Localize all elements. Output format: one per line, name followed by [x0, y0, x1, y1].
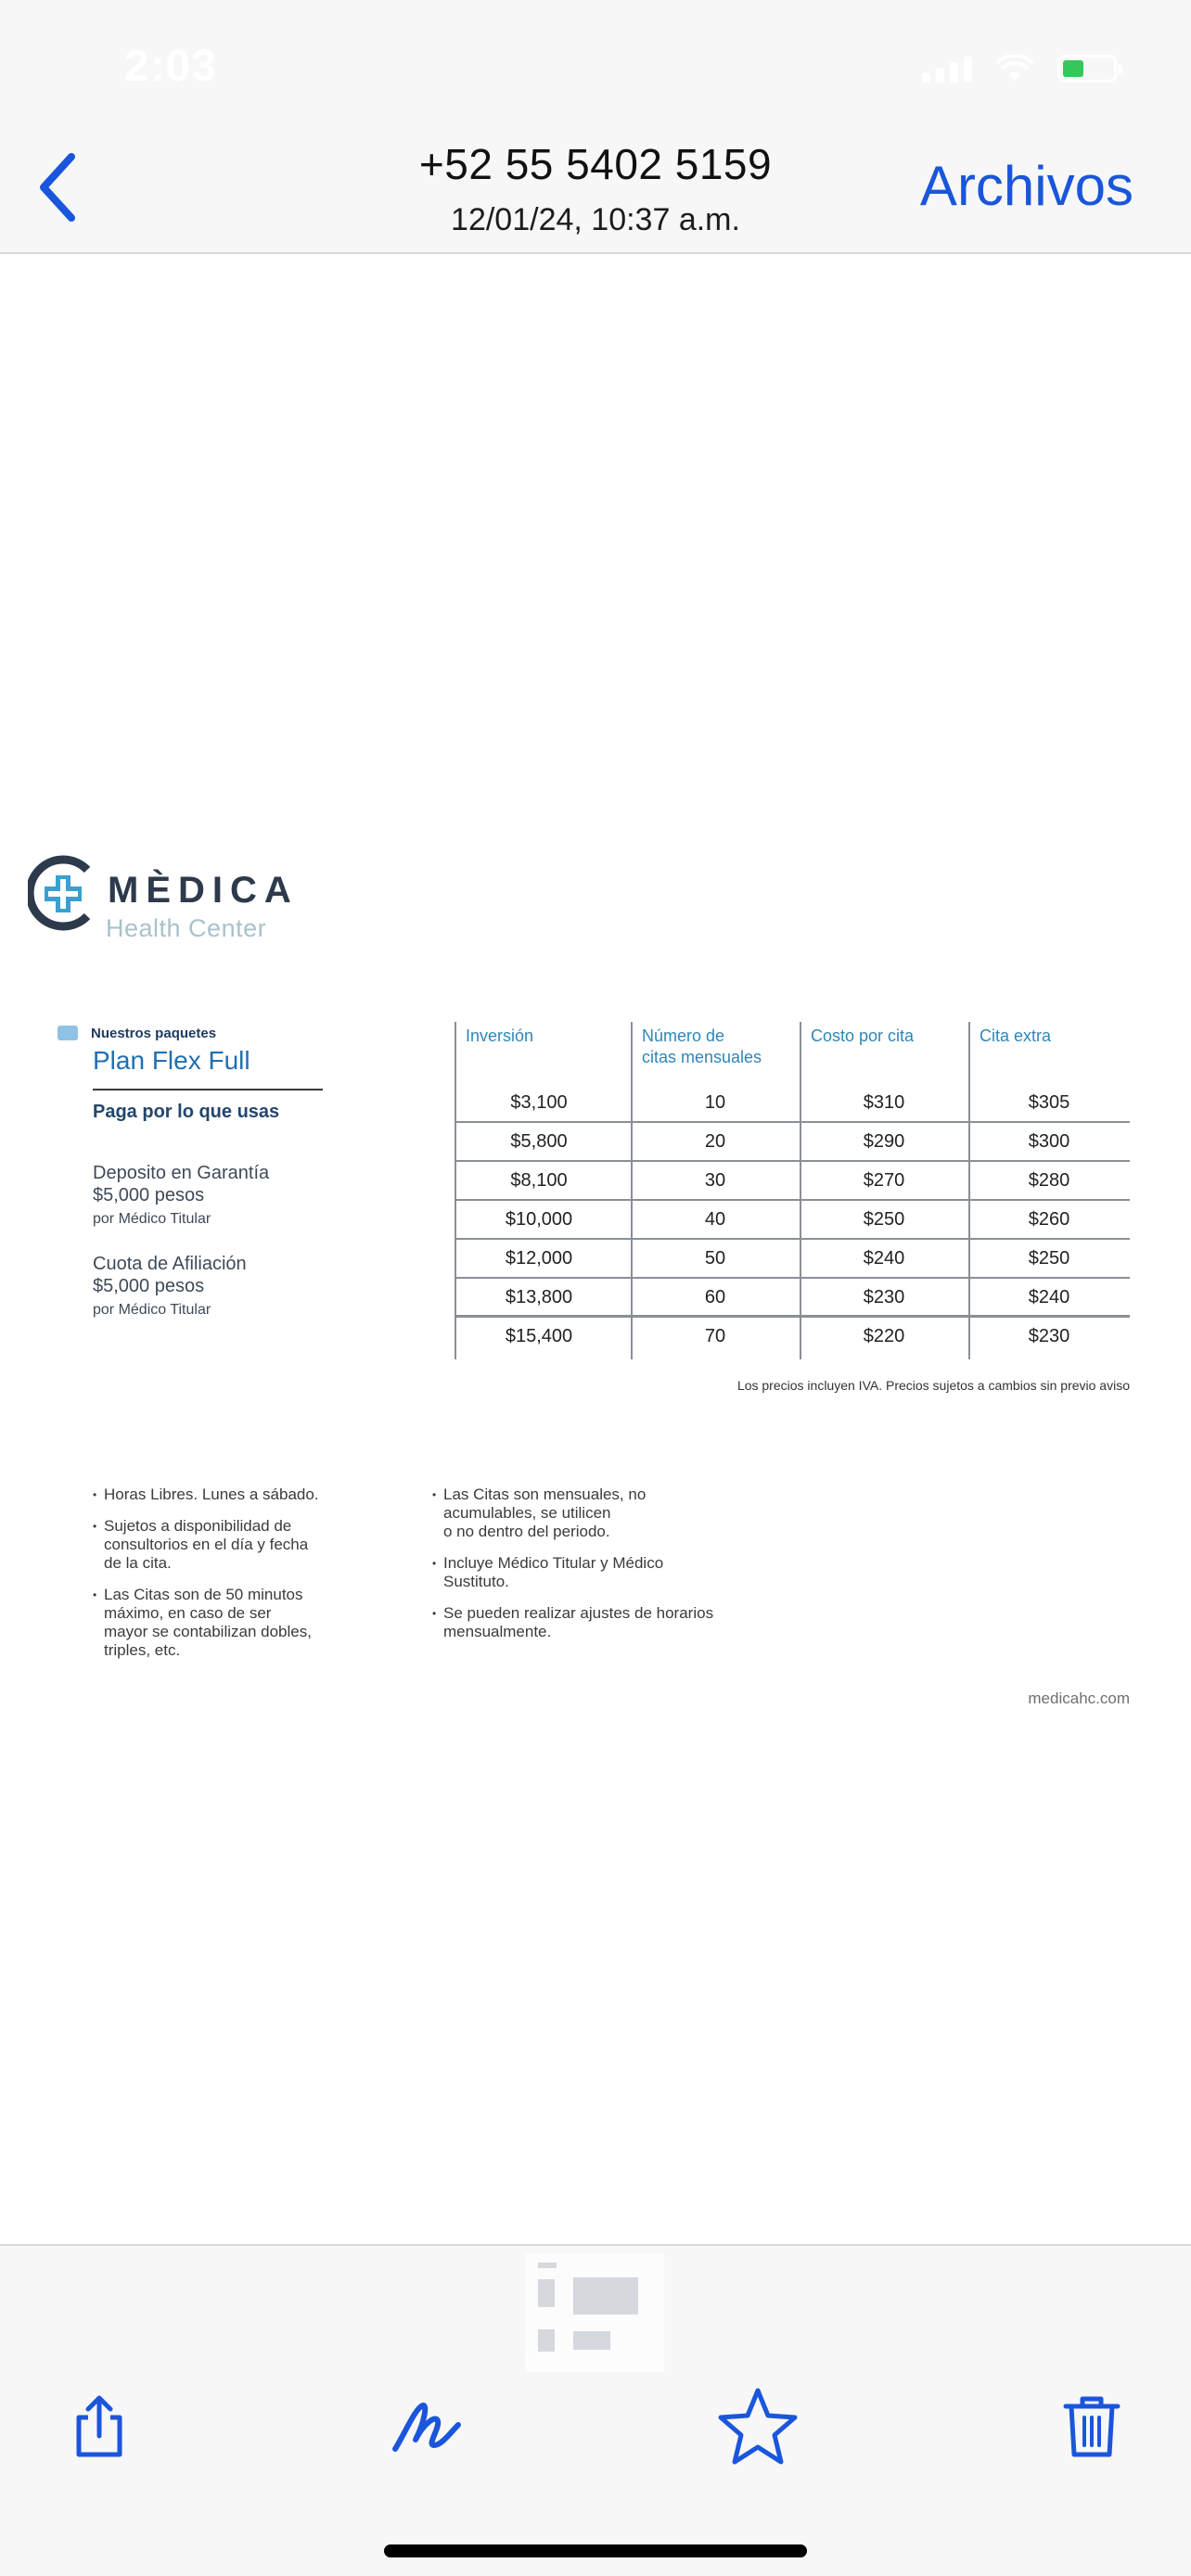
- table-cell: 20: [704, 1131, 726, 1152]
- table-row: [455, 1317, 1130, 1356]
- table-cell: $10,000: [505, 1209, 573, 1230]
- deposit-label: Deposito en Garantía: [93, 1163, 270, 1183]
- share-icon: [70, 2393, 129, 2460]
- table-cell: $230: [1028, 1326, 1070, 1346]
- plan-tagline: Paga por lo que usas: [93, 1102, 280, 1122]
- list-item: • Las Citas son mensuales, no acumulables, se utilicen o no dentro del periodo.: [432, 1486, 785, 1541]
- website-label: medicahc.com: [1028, 1690, 1130, 1707]
- table-cell: $300: [1028, 1131, 1070, 1152]
- table-cell: $15,400: [505, 1326, 573, 1346]
- logo-wordmark: MÈDICA: [108, 870, 299, 911]
- bottom-toolbar: [0, 2244, 1191, 2576]
- table-cell: $305: [1028, 1092, 1070, 1113]
- table-cell: $12,000: [505, 1248, 573, 1269]
- table-cell: $13,800: [505, 1287, 573, 1307]
- trash-icon: [1062, 2393, 1121, 2460]
- table-cell: 70: [704, 1326, 726, 1346]
- table-cell: $240: [1028, 1287, 1070, 1307]
- deposit-note: por Médico Titular: [93, 1211, 211, 1227]
- star-icon: [715, 2386, 800, 2468]
- table-cell: $280: [1028, 1170, 1070, 1191]
- share-button[interactable]: [48, 2376, 150, 2478]
- table-row: [455, 1122, 1130, 1161]
- pricing-table: [455, 1022, 1130, 1359]
- back-button[interactable]: [28, 148, 87, 226]
- conditions-list-left: [93, 1486, 408, 1673]
- row-divider: [455, 1315, 1130, 1318]
- table-cell: $290: [863, 1131, 905, 1152]
- table-cell: $8,100: [510, 1170, 568, 1191]
- navigation-bar: [0, 0, 1191, 254]
- affiliation-note: por Médico Titular: [93, 1302, 211, 1318]
- list-item: • Incluye Médico Titular y Médico Sustituto.: [432, 1554, 785, 1591]
- table-row: [455, 1239, 1130, 1278]
- medical-cross-logo-icon: [28, 853, 98, 933]
- logo-subtitle: Health Center: [106, 914, 267, 942]
- files-button[interactable]: Archivos: [919, 155, 1133, 217]
- status-icons: [922, 52, 1117, 85]
- table-row: [455, 1083, 1130, 1122]
- contact-title: +52 55 5402 5159: [418, 140, 773, 188]
- list-item: • Se pueden realizar ajustes de horarios mensualmente.: [432, 1604, 785, 1641]
- table-cell: $220: [863, 1326, 905, 1346]
- eyebrow-label: Nuestros paquetes: [91, 1026, 217, 1041]
- table-cell: $5,800: [510, 1131, 568, 1152]
- table-cell: 40: [704, 1209, 726, 1230]
- table-row: [455, 1278, 1130, 1317]
- table-cell: $250: [1028, 1248, 1070, 1269]
- delete-button[interactable]: [1041, 2376, 1143, 2478]
- list-item: • Sujetos a disponibilidad de consultorios en el día y fecha de la cita.: [93, 1517, 408, 1573]
- medica-logo: [28, 853, 306, 946]
- table-cell: $240: [863, 1248, 905, 1269]
- table-row: [455, 1200, 1130, 1239]
- page-thumbnail[interactable]: [525, 2253, 664, 2372]
- table-cell: $250: [863, 1209, 905, 1230]
- table-cell: 30: [704, 1170, 726, 1191]
- conditions-list-right: [432, 1486, 785, 1654]
- markup-icon: [390, 2397, 464, 2456]
- home-indicator: [384, 2544, 807, 2557]
- battery-icon: [1057, 55, 1117, 83]
- table-cell: 10: [704, 1092, 726, 1113]
- table-header: [455, 1022, 1130, 1083]
- conversation-header: [224, 139, 967, 238]
- table-cell: $310: [863, 1092, 905, 1113]
- column-header: Cita extra: [980, 1027, 1052, 1045]
- wifi-icon: [996, 55, 1033, 83]
- markup-button[interactable]: [376, 2376, 478, 2478]
- divider: [93, 1089, 323, 1090]
- column-header: Número de citas mensuales: [642, 1027, 762, 1066]
- table-cell: $260: [1028, 1209, 1070, 1230]
- cellular-signal-icon: [922, 55, 972, 83]
- table-cell: $270: [863, 1170, 905, 1191]
- eyebrow-marker: [58, 1026, 78, 1040]
- list-item: • Horas Libres. Lunes a sábado.: [93, 1486, 408, 1504]
- table-cell: 50: [704, 1248, 726, 1269]
- table-cell: 60: [704, 1287, 726, 1307]
- plan-title: Plan Flex Full: [93, 1046, 250, 1075]
- column-header: Inversión: [466, 1027, 534, 1045]
- deposit-value: $5,000 pesos: [93, 1185, 205, 1205]
- price-disclaimer: Los precios incluyen IVA. Precios sujetos a cambios sin previo aviso: [736, 1378, 1130, 1393]
- favorite-button[interactable]: [707, 2376, 809, 2478]
- affiliation-label: Cuota de Afiliación: [93, 1254, 247, 1274]
- list-item: • Las Citas son de 50 minutos máximo, en caso de ser mayor se contabilizan dobles, triples, etc.: [93, 1586, 408, 1660]
- affiliation-value: $5,000 pesos: [93, 1276, 205, 1296]
- table-row: [455, 1161, 1130, 1200]
- chevron-left-icon: [36, 151, 79, 223]
- document-image: [0, 835, 1191, 1762]
- table-cell: $3,100: [510, 1092, 568, 1113]
- message-timestamp: 12/01/24, 10:37 a.m.: [451, 202, 740, 237]
- table-cell: $230: [863, 1287, 905, 1307]
- status-time: 2:03: [124, 42, 218, 91]
- column-header: Costo por cita: [811, 1027, 915, 1045]
